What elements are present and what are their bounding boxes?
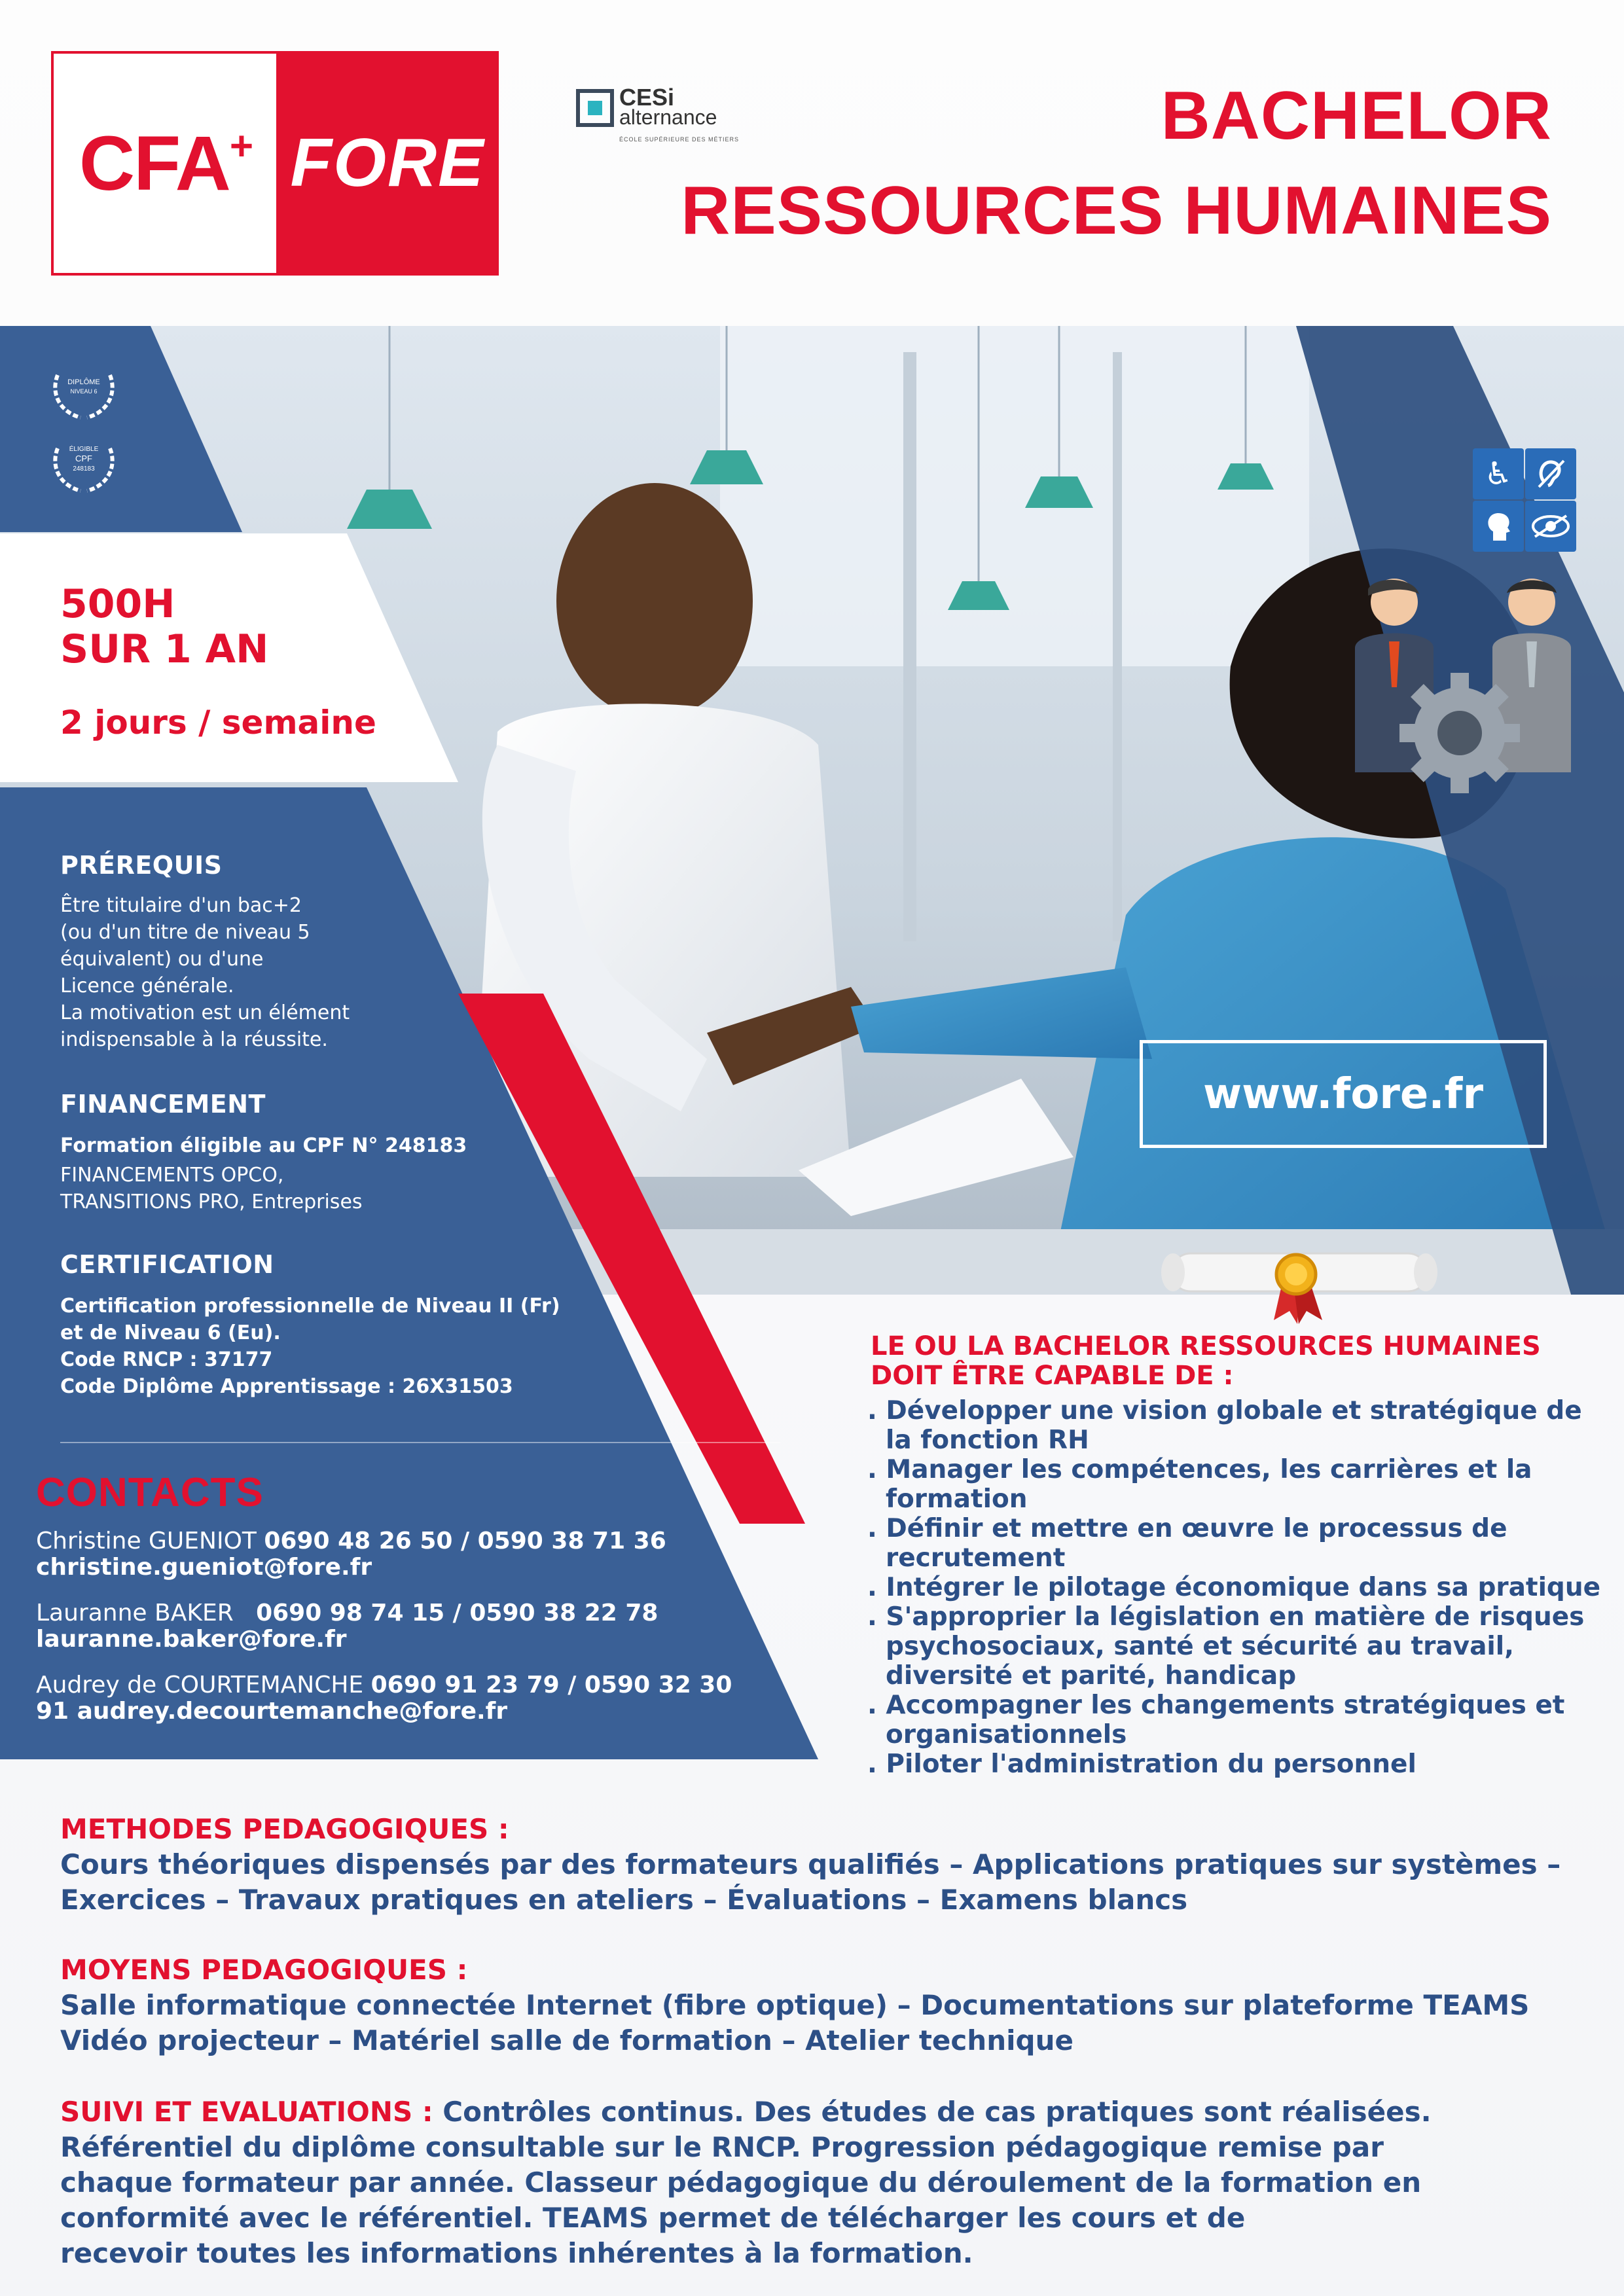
list-item: . Développer une vision globale et stratégique de la fonction RH <box>867 1396 1582 1455</box>
fore-logo-text: FORE <box>290 125 485 201</box>
suivi-line-2: Référentiel du diplôme consultable sur le RNCP. Progression pédagogique remise par <box>60 2131 1384 2163</box>
cesi-alternance-logo <box>576 85 772 154</box>
methodes-title: METHODES PEDAGOGIQUES : <box>60 1813 509 1845</box>
wheelchair-icon: ♿ <box>1473 448 1524 499</box>
prerequis-body: Être titulaire d'un bac+2 (ou d'un titre de niveau 5 équivalent) ou d'une Licence générale. La motivation est un élément indispensable à la réussite. <box>60 894 350 1051</box>
cpf-label-1: ÉLIGIBLE <box>69 446 99 453</box>
certification-body: Certification professionnelle de Niveau II (Fr) et de Niveau 6 (Eu). Code RNCP : 37177 Code Diplôme Apprentissage : 26X31503 <box>60 1295 560 1398</box>
skills-title-line2: DOIT ÊTRE CAPABLE DE : <box>871 1361 1234 1391</box>
contact-baker: Lauranne BAKER 0690 98 74 15 / 0590 38 22 78 <box>36 1600 659 1626</box>
suivi-line-5: recevoir toutes les informations inhérentes à la formation. <box>60 2237 973 2269</box>
moyens-line-1: Salle informatique connectée Internet (fibre optique) – Documentations sur plateforme TEAMS <box>60 1989 1530 2021</box>
contact-baker-email[interactable]: lauranne.baker@fore.fr <box>36 1626 347 1653</box>
title-bachelor: BACHELOR <box>1161 78 1552 154</box>
cognitive-icon <box>1473 501 1524 552</box>
suivi-line-1: SUIVI ET EVALUATIONS : Contrôles continus. Des études de cas pratiques sont réalisées. <box>60 2096 1432 2128</box>
suivi-line-3: chaque formateur par année. Classeur pédagogique du déroulement de la formation en <box>60 2166 1422 2198</box>
hearing-icon <box>1525 448 1576 499</box>
moyens-line-2: Vidéo projecteur – Matériel salle de formation – Atelier technique <box>60 2024 1074 2056</box>
diplome-label: DIPLÔME <box>67 378 100 386</box>
contact-gueniot-email[interactable]: christine.gueniot@fore.fr <box>36 1554 372 1581</box>
list-item: . Piloter l'administration du personnel <box>867 1749 1416 1779</box>
prerequis-title: PRÉREQUIS <box>60 851 223 880</box>
list-item: . Intégrer le pilotage économique dans sa pratique <box>867 1573 1601 1602</box>
divider <box>60 1442 780 1443</box>
cfa-logo-text: CFA+ <box>79 120 253 207</box>
cpf-number: 248183 <box>73 465 95 473</box>
list-item: . Manager les compétences, les carrières et la formation <box>867 1455 1532 1514</box>
cesi-tagline: ÉCOLE SUPÉRIEURE DES MÉTIERS <box>619 136 740 143</box>
hr-people-gear-icon <box>1348 576 1584 812</box>
list-item: . S'approprier la législation en matière de risques psychosociaux, santé et sécurité au travail, diversité et parité, handicap <box>867 1602 1585 1691</box>
duration-hours: 500H <box>60 581 175 627</box>
skills-list <box>867 1396 1614 1779</box>
contact-courtemanche: Audrey de COURTEMANCHE 0690 91 23 79 / 0590 32 30 <box>36 1672 732 1698</box>
moyens-title: MOYENS PEDAGOGIQUES : <box>60 1954 468 1986</box>
cesi-sub: alternance <box>619 105 717 129</box>
suivi-title: SUIVI ET EVALUATIONS : <box>60 2096 433 2128</box>
financement-body: FINANCEMENTS OPCO, TRANSITIONS PRO, Entreprises <box>60 1164 363 1213</box>
contact-courtemanche-email[interactable]: 91 audrey.decourtemanche@fore.fr <box>36 1698 508 1725</box>
cesi-mark-icon <box>576 89 614 127</box>
cesi-name: CESi <box>619 84 675 111</box>
website-box[interactable] <box>1140 1040 1547 1148</box>
skills-title-line1: LE OU LA BACHELOR RESSOURCES HUMAINES <box>871 1331 1541 1361</box>
list-item: . Accompagner les changements stratégiques et organisationnels <box>867 1691 1565 1749</box>
suivi-line-4: conformité avec le référentiel. TEAMS permet de télécharger les cours et de <box>60 2202 1246 2234</box>
diplome-level: NIVEAU 6 <box>70 388 98 395</box>
cpf-badge <box>45 425 123 504</box>
certification-title: CERTIFICATION <box>60 1250 274 1279</box>
diploma-scroll-icon <box>1159 1240 1440 1325</box>
methodes-line-1: Cours théoriques dispensés par des formateurs qualifiés – Applications pratiques sur systèmes – <box>60 1848 1561 1880</box>
list-item: . Définir et mettre en œuvre le processus de recrutement <box>867 1514 1507 1573</box>
vision-icon <box>1525 501 1576 552</box>
duration-rhythm: 2 jours / semaine <box>60 704 376 742</box>
website-link[interactable]: www.fore.fr <box>1202 1069 1484 1119</box>
title-ressources-humaines: RESSOURCES HUMAINES <box>681 173 1552 249</box>
cfa-logo <box>51 51 280 276</box>
fore-logo <box>276 51 499 276</box>
diplome-badge <box>45 352 123 431</box>
duration-length: SUR 1 AN <box>60 626 269 672</box>
financement-title: FINANCEMENT <box>60 1090 266 1119</box>
contacts-title: CONTACTS <box>36 1470 264 1515</box>
cpf-label-2: CPF <box>75 454 92 463</box>
methodes-line-2: Exercices – Travaux pratiques en ateliers – Évaluations – Examens blancs <box>60 1884 1188 1916</box>
contact-gueniot: Christine GUENIOT 0690 48 26 50 / 0590 38 71 36 <box>36 1528 666 1554</box>
financement-cpf: Formation éligible au CPF N° 248183 <box>60 1134 467 1157</box>
